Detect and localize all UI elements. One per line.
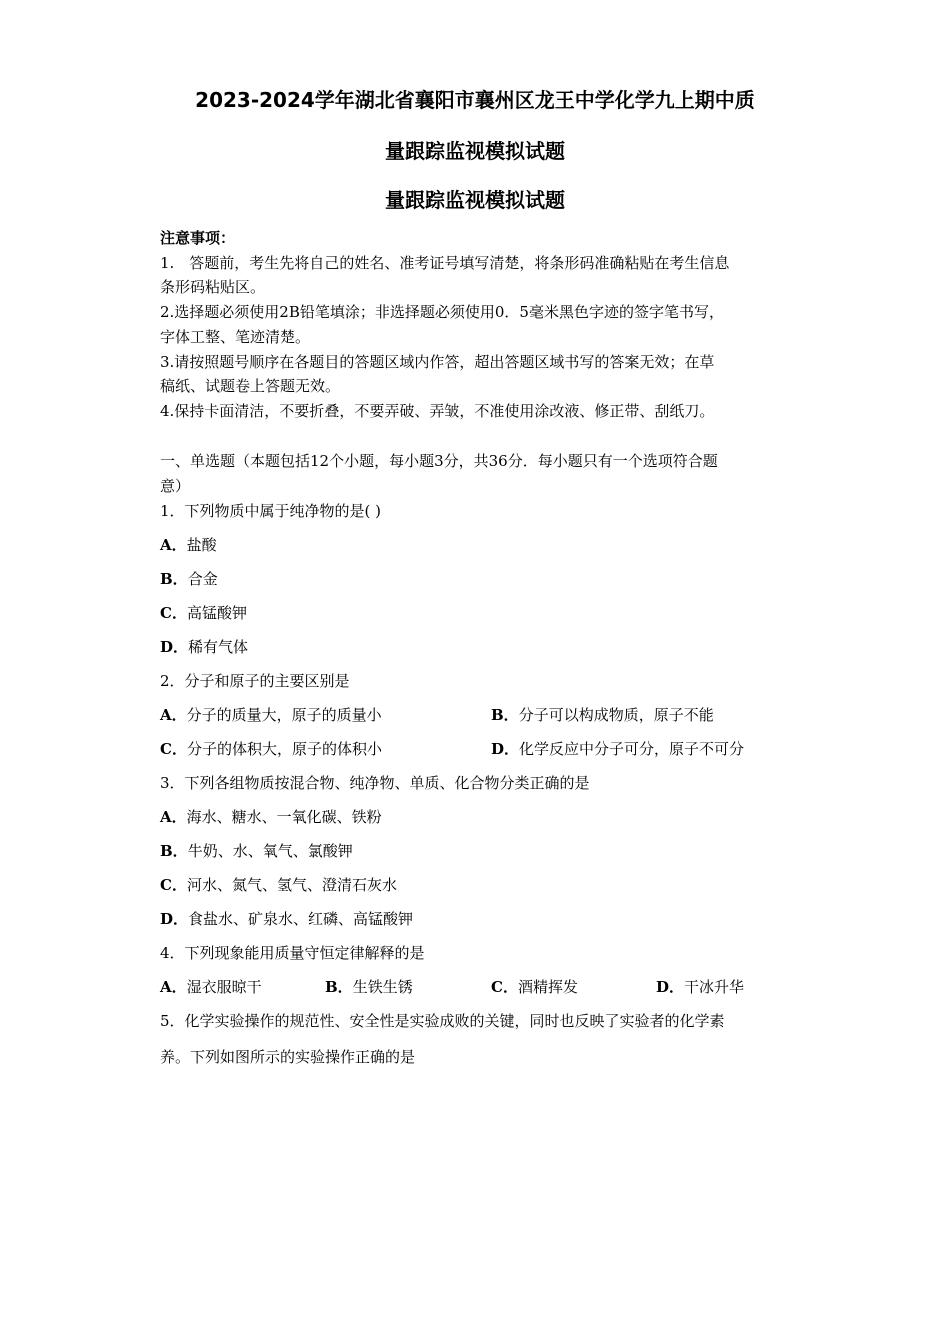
question-4-option-d [656, 977, 744, 997]
notice-item: 3.请按照题号顺序在各题目的答题区域内作答，超出答题区域书写的答案无效；在草 [160, 353, 715, 371]
option-letter: A． [160, 706, 187, 724]
notice-heading: 注意事项： [160, 229, 236, 247]
page-title-line-1: 2023-2024学年湖北省襄阳市襄州区龙王中学化学九上期中质 [195, 88, 755, 112]
question-2-stem: 2．分子和原子的主要区别是 [160, 672, 350, 690]
question-4-stem: 4．下列现象能用质量守恒定律解释的是 [160, 944, 425, 962]
option-letter: B． [325, 978, 353, 996]
question-4-option-a [160, 977, 262, 997]
notice-item: 1. 答题前，考生先将自己的姓名、准考证号填写清楚，将条形码准确粘贴在考生信息 [160, 254, 730, 272]
option-text: 生铁生锈 [352, 978, 413, 996]
question-2-option-b [491, 705, 714, 725]
option-text: 食盐水、矿泉水、红磷、高锰酸钾 [188, 910, 414, 928]
notice-item: 2.选择题必须使用2B铅笔填涂；非选择题必须使用0．5毫米黑色字迹的签字笔书写， [160, 303, 724, 321]
option-text: 分子的质量大，原子的质量小 [186, 706, 382, 724]
option-text: 牛奶、水、氧气、氯酸钾 [187, 842, 353, 860]
notice-item: 条形码粘贴区。 [160, 278, 266, 296]
option-letter: A． [160, 978, 187, 996]
question-4-option-c [491, 977, 578, 997]
option-text: 高锰酸钾 [186, 604, 247, 622]
question-2-option-a [160, 705, 382, 725]
option-text: 湿衣服晾干 [186, 978, 262, 996]
question-1-option-d [160, 637, 248, 657]
option-letter: A． [160, 808, 187, 826]
question-1-option-a [160, 535, 217, 555]
question-1-stem: 1．下列物质中属于纯净物的是( ) [160, 502, 382, 520]
option-letter: C． [160, 740, 187, 758]
question-3-option-c [160, 875, 397, 895]
notice-item: 稿纸、试题卷上答题无效。 [160, 377, 341, 395]
option-text: 盐酸 [186, 536, 217, 554]
option-text: 化学反应中分子可分，原子不可分 [519, 740, 745, 758]
question-3-option-a [160, 807, 382, 827]
question-1-option-b [160, 569, 218, 589]
notice-item: 4.保持卡面清洁，不要折叠，不要弄破、弄皱，不准使用涂改液、修正带、刮纸刀。 [160, 402, 715, 420]
option-letter: B． [160, 842, 188, 860]
question-2-option-c [160, 739, 382, 759]
question-5-stem-cont: 养。下列如图所示的实验操作正确的是 [160, 1048, 416, 1066]
question-1-option-c [160, 603, 247, 623]
option-letter: C． [160, 604, 187, 622]
option-letter: B． [160, 570, 188, 588]
option-text: 河水、氮气、氢气、澄清石灰水 [186, 876, 397, 894]
option-letter: D． [656, 978, 685, 996]
option-letter: D． [491, 740, 520, 758]
option-text: 酒精挥发 [517, 978, 578, 996]
question-3-option-d [160, 909, 413, 929]
option-text: 干冰升华 [684, 978, 745, 996]
option-letter: D． [160, 638, 189, 656]
section-header: 一、单选题（本题包括12个小题，每小题3分，共36分．每小题只有一个选项符合题 [160, 452, 718, 470]
option-text: 分子可以构成物质，原子不能 [518, 706, 714, 724]
option-letter: D． [160, 910, 189, 928]
option-text: 分子的体积大，原子的体积小 [186, 740, 382, 758]
page-title-line-2: 量跟踪监视模拟试题 [385, 139, 565, 163]
option-letter: B． [491, 706, 519, 724]
option-letter: A． [160, 536, 187, 554]
option-text: 合金 [187, 570, 218, 588]
page-title-line-3: 量跟踪监视模拟试题 [385, 188, 565, 212]
option-text: 稀有气体 [188, 638, 249, 656]
notice-item: 字体工整、笔迹清楚。 [160, 328, 311, 346]
question-5-stem: 5．化学实验操作的规范性、安全性是实验成败的关键，同时也反映了实验者的化学素 [160, 1012, 725, 1030]
option-letter: C． [491, 978, 518, 996]
question-3-option-b [160, 841, 353, 861]
question-4-option-b [325, 977, 413, 997]
question-3-stem: 3．下列各组物质按混合物、纯净物、单质、化合物分类正确的是 [160, 774, 590, 792]
option-letter: C． [160, 876, 187, 894]
question-2-option-d [491, 739, 744, 759]
section-header-cont: 意） [160, 477, 191, 495]
option-text: 海水、糖水、一氧化碳、铁粉 [186, 808, 382, 826]
